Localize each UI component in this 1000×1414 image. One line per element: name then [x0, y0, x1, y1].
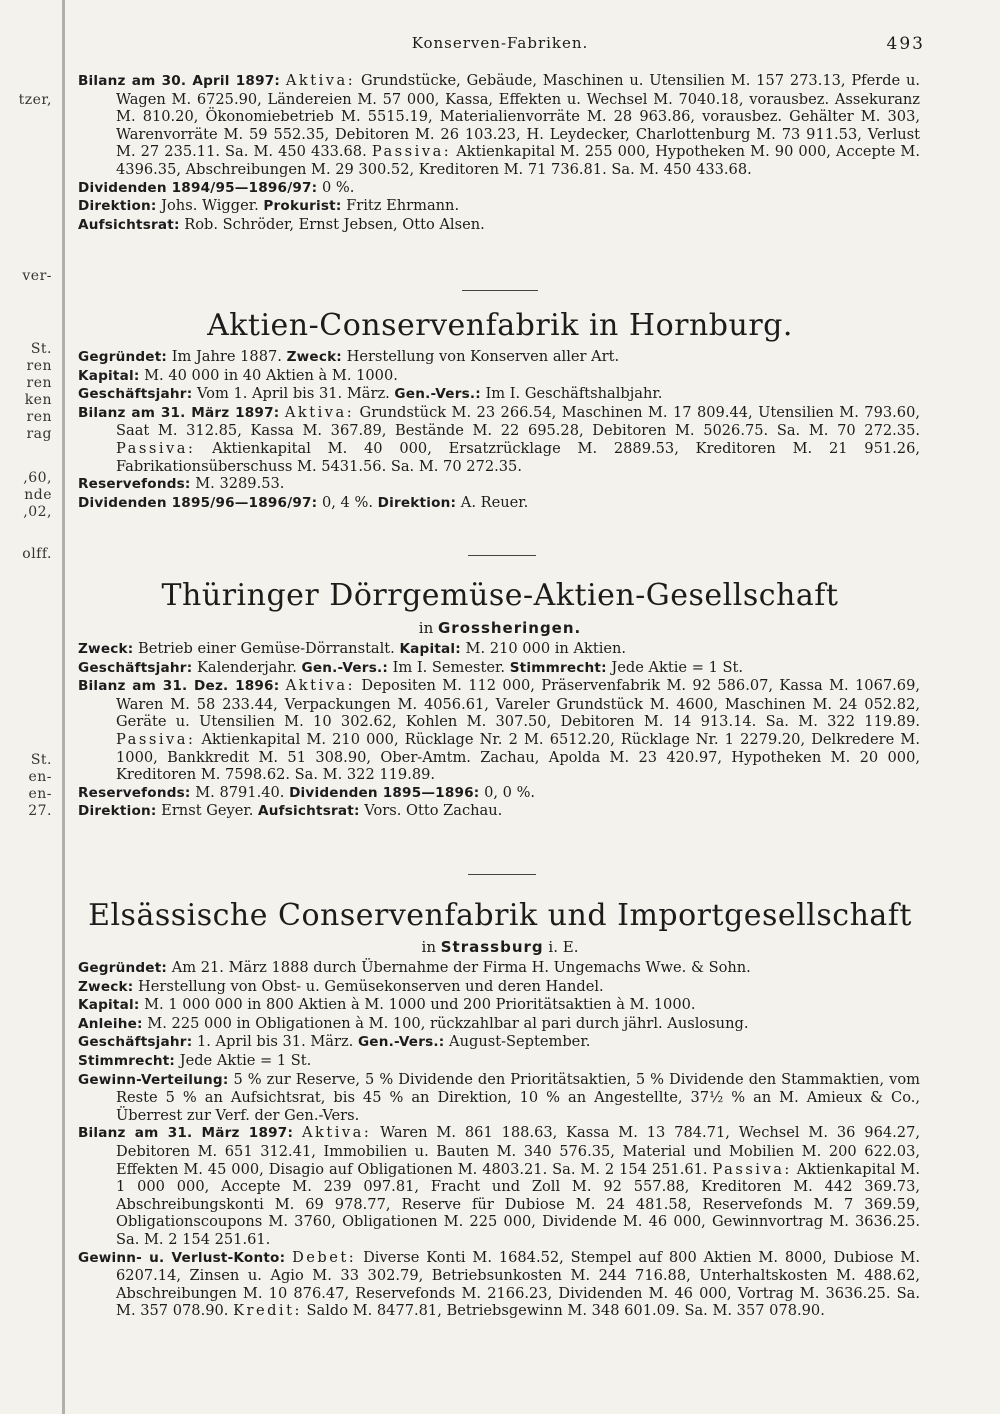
dividends-line: Dividenden 1895/96—1896/97: 0, 4 %. Direktion: A. Reuer. — [78, 493, 529, 511]
section-divider — [462, 290, 538, 291]
voting-right-line: Stimmrecht: Jede Aktie = 1 St. — [78, 1051, 312, 1069]
balance-paragraph: Bilanz am 31. Dez. 1896: Aktiva: Depositen M. 112 000, Präservenfabrik M. 92 586.07, Kassa M. 1067.69, Waren M. 58 233.44, Verpackungen M. 4056.61, Vareler Grundstück M. 4600, Maschinen M. 24 052.82, Geräte u. Utensilien M. 10 302.62, Kohlen M. 307.50, Debitoren M. 14 913.14. Sa. M. 322 119.89. Passiva: Aktienkapital M. 210 000, Rücklage Nr. 2 M. 6512.20, Rücklage Nr. 1 2279.20, Delkredere M. 1000, Bankkredit M. 51 308.90, Ober-Amtm. Zachau, Apolda M. 23 420.97, Hypotheken M. 20 000, Kreditoren M. 7598.62. Sa. M. 322 119.89. — [78, 677, 921, 784]
company-title-elsaessische: Elsässische Conservenfabrik und Importgesellschaft — [88, 898, 912, 933]
gutter-fragment: ,02, — [23, 504, 52, 520]
company-title-hornburg: Aktien-Conservenfabrik in Hornburg. — [207, 308, 793, 343]
founded-line: Gegründet: Im Jahre 1887. Zweck: Herstellung von Konserven aller Art. — [78, 348, 620, 365]
founded-line: Gegründet: Am 21. März 1888 durch Übernahme der Firma H. Ungemachs Wwe. & Sohn. — [78, 959, 751, 976]
section-hornburg — [78, 348, 920, 512]
company-location-line: in Strassburg i. E. — [421, 938, 579, 956]
loan-line: Anleihe: M. 225 000 in Obligationen à M. 100, rückzahlbar al pari durch jährl. Auslosung. — [78, 1014, 749, 1032]
fiscal-year-line: Geschäftsjahr: Vom 1. April bis 31. März. Gen.-Vers.: Im I. Geschäftshalbjahr. — [78, 385, 663, 403]
gutter-fragment: St. — [30, 752, 52, 768]
purpose-line: Zweck: Herstellung von Obst- u. Gemüsekonserven und deren Handel. — [78, 977, 604, 995]
fiscal-year-line: Geschäftsjahr: Kalenderjahr. Gen.-Vers.: Im I. Semester. Stimmrecht: Jede Aktie = 1 St. — [78, 658, 743, 676]
balance-paragraph: Bilanz am 30. April 1897: Aktiva: Grundstücke, Gebäude, Maschinen u. Utensilien M. 157 273.13, Pferde u. Wagen M. 6725.90, Ländereien M. 57 000, Kassa, Effekten u. Wechsel M. 7040.18, vorausbez. Assekuranz M. 810.20, Ökonomiebetrieb M. 5515.19, Materialienvorräte M. 28 963.86, vorausbez. Gehälter M. 303, Warenvorräte M. 59 552.35, Debitoren M. 26 103.23, H. Leydecker, Charlottenburg M. 73 911.53, Verlust M. 27 235.11. Sa. M. 450 433.68. Passiva: Aktienkapital M. 255 000, Hypotheken M. 90 000, Accepte M. 4396.35, Abschreibungen M. 29 300.52, Kreditoren M. 71 736.81. Sa. M. 450 433.68. — [78, 72, 921, 178]
gutter-shadow-line — [62, 0, 65, 1414]
capital-line: Kapital: M. 1 000 000 in 800 Aktien à M. 1000 und 200 Prioritätsaktien à M. 1000. — [78, 996, 696, 1014]
section-divider — [468, 555, 536, 556]
left-margin-fragments — [0, 0, 58, 1414]
board-line: Direktion: Ernst Geyer. Aufsichtsrat: Vors. Otto Zachau. — [78, 802, 503, 820]
gutter-fragment: en- — [28, 786, 52, 802]
section-thueringer — [78, 640, 920, 821]
gutter-fragment: ren — [26, 409, 52, 425]
purpose-line: Zweck: Betrieb einer Gemüse-Dörranstalt. Kapital: M. 210 000 in Aktien. — [78, 640, 627, 657]
profit-loss-paragraph: Gewinn- u. Verlust-Konto: Debet: Diverse Konti M. 1684.52, Stempel auf 800 Aktien M. 8000, Dubiose M. 6207.14, Zinsen u. Agio M. 33 302.79, Betriebsunkosten M. 244 716.88, Unterhaltskosten M. 488.62, Abschreibungen M. 10 876.47, Reservefonds M. 2166.23, Dividenden M. 46 000, Vortrag M. 3636.25. Sa. M. 357 078.90. Kredit: Saldo M. 8477.81, Betriebsgewinn M. 348 601.09. Sa. M. 357 078.90. — [78, 1248, 920, 1320]
balance-paragraph: Bilanz am 31. März 1897: Aktiva: Waren M. 861 188.63, Kassa M. 13 784.71, Wechsel M. 36 964.27, Debitoren M. 651 312.41, Immobilien u. Bauten M. 340 576.35, Material und Mobilien M. 200 622.03, Effekten M. 45 000, Disagio auf Obligationen M. 4803.21. Sa. M. 2 154 251.61. Passiva: Aktienkapital M. 1 000 000, Accepte M. 239 097.81, Fracht und Zoll M. 92 557.88, Kreditoren M. 442 369.73, Abschreibungskonti M. 69 978.77, Reserve für Dubiose M. 24 481.58, Reservefonds M. 7 369.59, Obligationscoupons M. 3760, Obligationen M. 225 000, Dividende M. 46 000, Gewinnvortrag M. 3636.25. Sa. M. 2 154 251.61. — [78, 1124, 921, 1248]
gutter-fragment: tzer, — [18, 92, 52, 108]
reserve-fund-line: Reservefonds: M. 3289.53. — [78, 475, 285, 493]
profit-distribution-paragraph: Gewinn-Verteilung: 5 % zur Reserve, 5 % Dividende den Prioritätsaktien, 5 % Dividende den Stammaktien, vom Reste 5 % an Aufsichtsrat, bis 45 % an Direktion, 10 % an Angestellte, 37½ % an M. Amieux & Co., Überrest zur Verf. der Gen.-Vers. — [78, 1070, 920, 1124]
gutter-fragment: olff. — [22, 546, 52, 562]
gutter-fragment: ver- — [22, 268, 52, 284]
fiscal-year-line: Geschäftsjahr: 1. April bis 31. März. Gen.-Vers.: August-September. — [78, 1033, 591, 1051]
board-line: Direktion: Johs. Wigger. Prokurist: Fritz Ehrmann. — [78, 197, 460, 215]
running-head: Konserven-Fabriken. — [411, 34, 589, 52]
gutter-fragment: ren — [26, 375, 52, 391]
dividends-line: Dividenden 1894/95—1896/97: 0 %. — [78, 178, 355, 196]
section-elsaessische — [78, 959, 920, 1320]
balance-paragraph: Bilanz am 31. März 1897: Aktiva: Grundstück M. 23 266.54, Maschinen M. 17 809.44, Utensilien M. 793.60, Saat M. 312.85, Kassa M. 367.89, Bestände M. 22 695.28, Debitoren M. 5026.75. Sa. M. 70 272.35. Passiva: Aktienkapital M. 40 000, Ersatzrücklage M. 2889.53, Kreditoren M. 21 951.26, Fabrikationsüberschuss M. 5431.56. Sa. M. 70 272.35. — [78, 403, 920, 475]
gutter-fragment: nde — [24, 487, 52, 503]
gutter-fragment: en- — [28, 769, 52, 785]
capital-line: Kapital: M. 40 000 in 40 Aktien à M. 1000. — [78, 366, 398, 384]
company-title-thueringer: Thüringer Dörrgemüse-Aktien-Gesellschaft — [161, 578, 839, 613]
gutter-fragment: ,60, — [23, 470, 52, 486]
gutter-fragment: rag — [26, 426, 52, 442]
gutter-fragment: ken — [24, 392, 52, 408]
page-number: 493 — [886, 34, 925, 54]
section-divider — [468, 874, 536, 875]
company-location-line: in Grossheringen. — [418, 619, 582, 637]
section-continuation — [78, 72, 920, 234]
supervisory-board-line: Aufsichtsrat: Rob. Schröder, Ernst Jebsen, Otto Alsen. — [78, 215, 485, 233]
reserve-fund-line: Reservefonds: M. 8791.40. Dividenden 1895—1896: 0, 0 %. — [78, 783, 536, 801]
gutter-fragment: St. — [30, 341, 52, 357]
gutter-fragment: ren — [26, 358, 52, 374]
gutter-fragment: 27. — [28, 803, 52, 819]
